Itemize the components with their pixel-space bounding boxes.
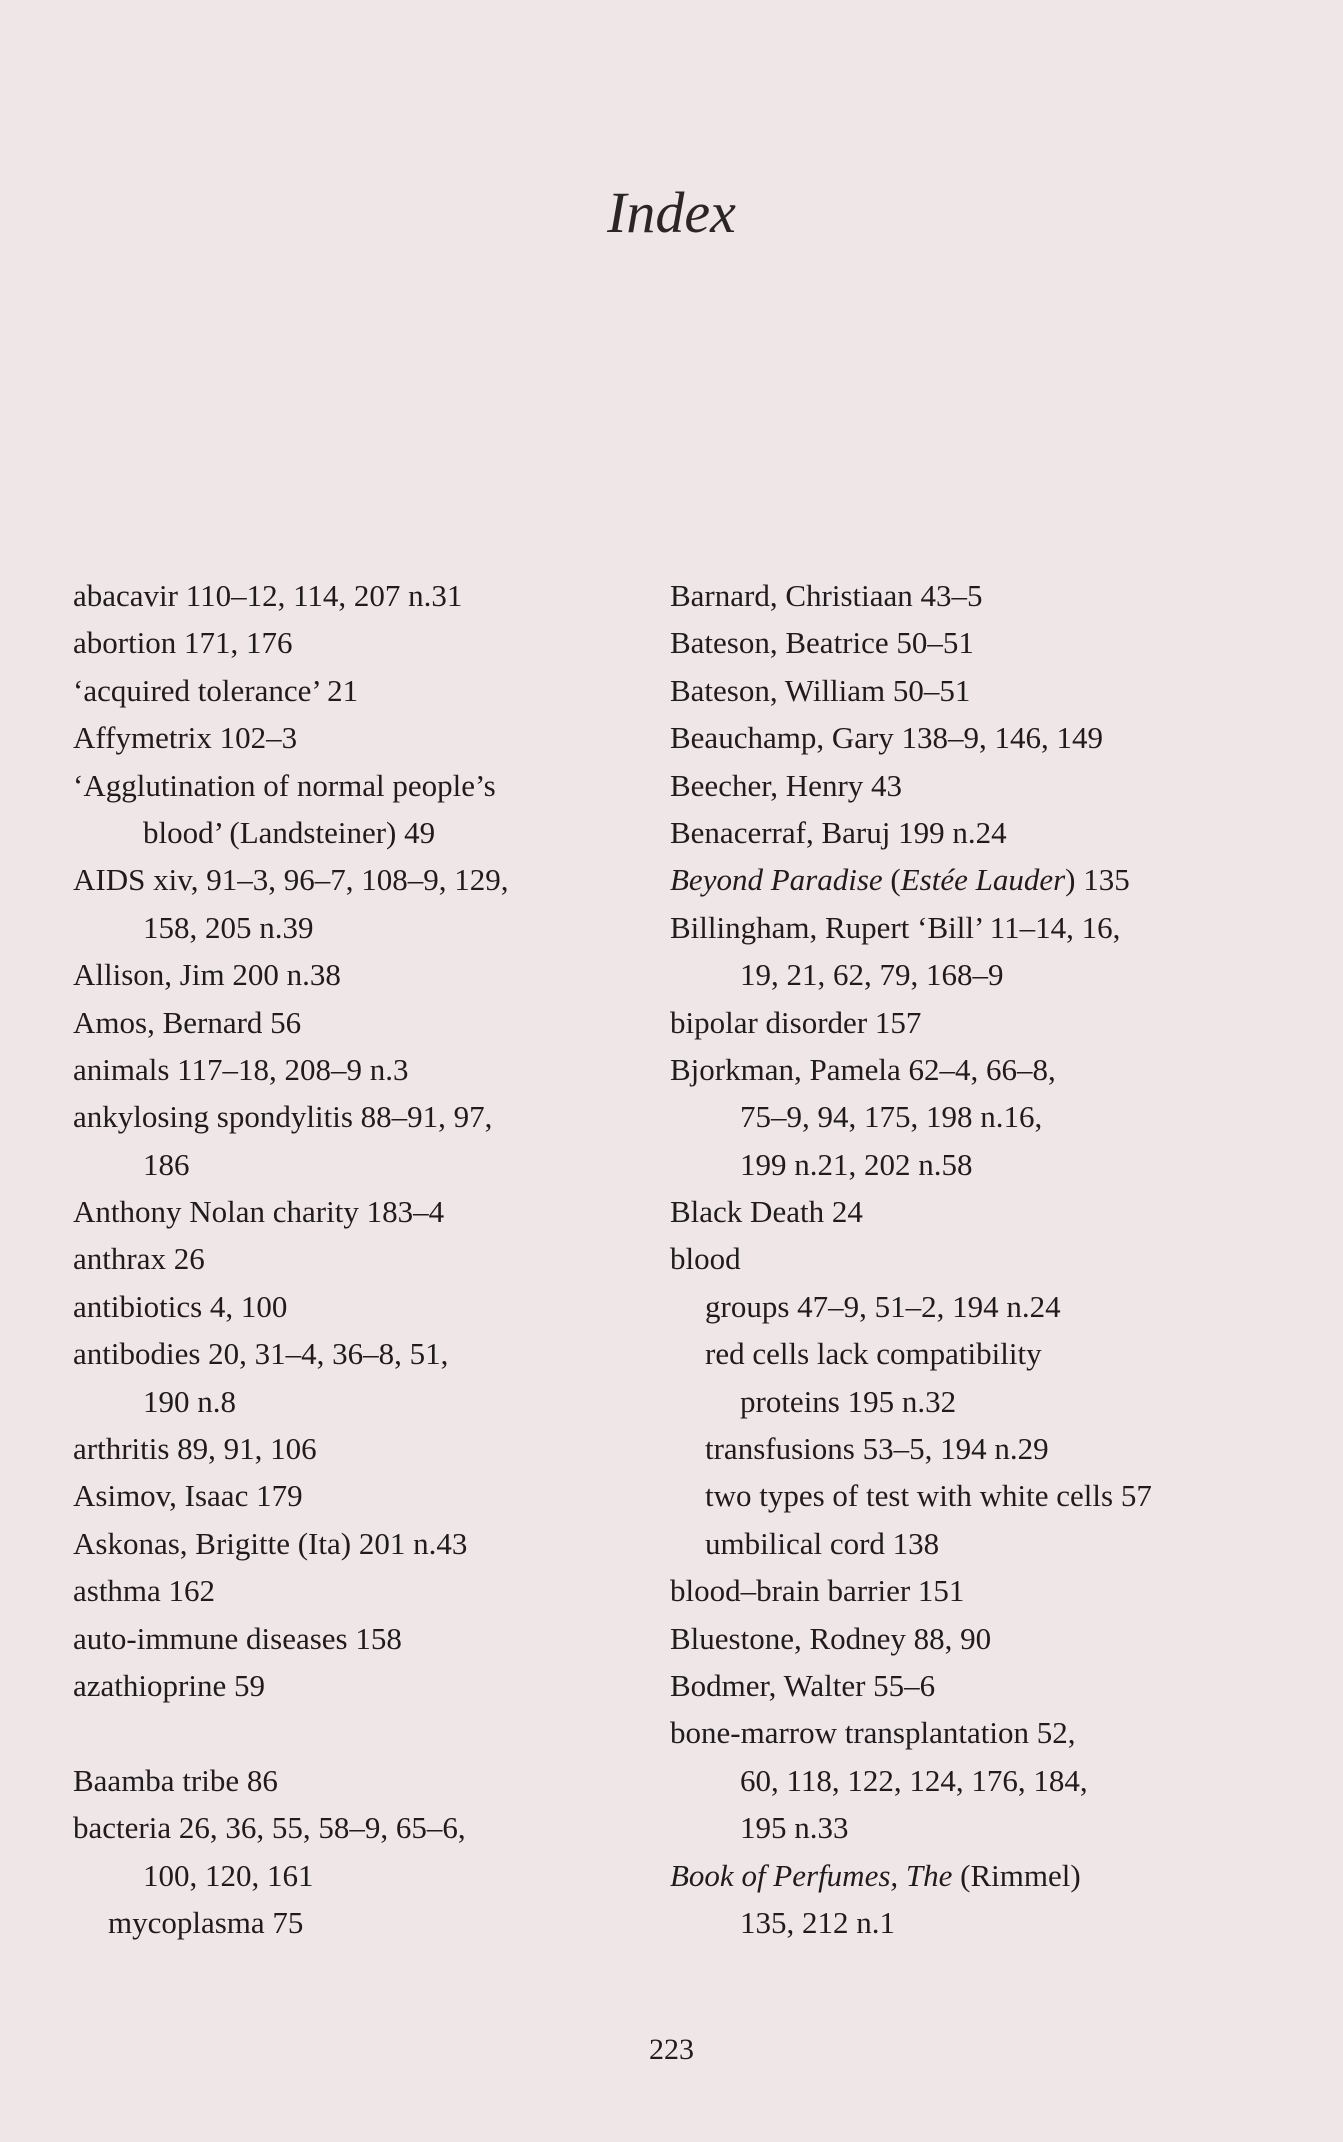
index-entry: Bateson, Beatrice 50–51 xyxy=(670,625,974,661)
index-entry: abortion 171, 176 xyxy=(73,625,293,661)
index-entry: Bodmer, Walter 55–6 xyxy=(670,1667,936,1703)
index-entry: Anthony Nolan charity 183–4 xyxy=(73,1194,445,1230)
index-entry-continuation: 60, 118, 122, 124, 176, 184, xyxy=(740,1762,1088,1798)
index-entry-pages: ) 135 xyxy=(1065,862,1130,898)
index-entry: blood xyxy=(670,1241,741,1277)
index-entry-continuation: 186 xyxy=(143,1146,190,1182)
index-entry: AIDS xiv, 91–3, 96–7, 108–9, 129, xyxy=(73,862,509,898)
index-entry: asthma 162 xyxy=(73,1573,216,1609)
index-entry: abacavir 110–12, 114, 207 n.31 xyxy=(73,578,463,613)
index-entry: auto-immune diseases 158 xyxy=(73,1620,402,1656)
index-entry: arthritis 89, 91, 106 xyxy=(73,1431,317,1467)
index-entry-continuation: 75–9, 94, 175, 198 n.16, xyxy=(740,1099,1043,1135)
index-entry-continuation: 190 n.8 xyxy=(143,1383,236,1419)
index-entry: Asimov, Isaac 179 xyxy=(73,1478,303,1514)
index-subentry: transfusions 53–5, 194 n.29 xyxy=(705,1431,1049,1467)
index-entry: Barnard, Christiaan 43–5 xyxy=(670,578,983,613)
index-subentry: mycoplasma 75 xyxy=(108,1904,304,1940)
page-number: 223 xyxy=(649,2033,694,2066)
index-entry: Bjorkman, Pamela 62–4, 66–8, xyxy=(670,1051,1056,1087)
index-entry: Allison, Jim 200 n.38 xyxy=(73,957,341,993)
index-entry: Benacerraf, Baruj 199 n.24 xyxy=(670,814,1007,850)
index-entry: ankylosing spondylitis 88–91, 97, xyxy=(73,1099,493,1135)
index-entry-text: (Rimmel) xyxy=(952,1857,1081,1893)
index-entry: Beauchamp, Gary 138–9, 146, 149 xyxy=(670,720,1104,756)
index-entry: Bluestone, Rodney 88, 90 xyxy=(670,1620,992,1656)
index-entry: Affymetrix 102–3 xyxy=(73,720,298,756)
index-entry-continuation: 19, 21, 62, 79, 168–9 xyxy=(740,957,1004,993)
index-entry: blood–brain barrier 151 xyxy=(670,1573,965,1609)
index-entry-continuation: 195 n.33 xyxy=(740,1810,849,1846)
index-entry: antibodies 20, 31–4, 36–8, 51, xyxy=(73,1336,449,1372)
index-entry: azathioprine 59 xyxy=(73,1667,265,1703)
section-gap xyxy=(73,1709,663,1756)
index-entry: antibiotics 4, 100 xyxy=(73,1288,288,1324)
index-entry: bone-marrow transplantation 52, xyxy=(670,1715,1076,1751)
index-subentry: red cells lack compatibility xyxy=(705,1336,1042,1372)
index-entry: Bateson, William 50–51 xyxy=(670,672,971,708)
index-entry: anthrax 26 xyxy=(73,1241,205,1277)
index-subentry: groups 47–9, 51–2, 194 n.24 xyxy=(705,1288,1061,1324)
index-entry: bipolar disorder 157 xyxy=(670,1004,922,1040)
index-entry xyxy=(670,856,1230,903)
index-entry-title: Book of Perfumes, The xyxy=(670,1857,953,1893)
index-entry xyxy=(670,1852,1230,1899)
index-entry-continuation: proteins 195 n.32 xyxy=(740,1383,957,1419)
index-entry: ‘acquired tolerance’ 21 xyxy=(73,672,359,708)
index-entry-continuation: 158, 205 n.39 xyxy=(143,909,314,945)
index-entry: animals 117–18, 208–9 n.3 xyxy=(73,1051,409,1087)
index-subentry: two types of test with white cells 57 xyxy=(705,1478,1152,1514)
index-entry: Askonas, Brigitte (Ita) 201 n.43 xyxy=(73,1525,468,1561)
index-entry-continuation: 199 n.21, 202 n.58 xyxy=(740,1146,973,1182)
index-entry: ‘Agglutination of normal people’s xyxy=(73,767,496,803)
index-column-right xyxy=(670,572,1230,1946)
index-entry: Billingham, Rupert ‘Bill’ 11–14, 16, xyxy=(670,909,1121,945)
index-entry-title: Beyond Paradise xyxy=(670,862,883,898)
index-entry-continuation: blood’ (Landsteiner) 49 xyxy=(143,814,436,850)
index-entry: Baamba tribe 86 xyxy=(73,1762,278,1798)
index-subentry: umbilical cord 138 xyxy=(705,1525,940,1561)
index-entry: Black Death 24 xyxy=(670,1194,863,1230)
index-entry: Beecher, Henry 43 xyxy=(670,767,903,803)
index-entry-continuation: 135, 212 n.1 xyxy=(740,1904,895,1940)
index-column-left xyxy=(73,572,663,1946)
index-entry: Amos, Bernard 56 xyxy=(73,1004,302,1040)
index-entry-author: Estée Lauder xyxy=(900,862,1066,898)
index-entry: bacteria 26, 36, 55, 58–9, 65–6, xyxy=(73,1810,466,1846)
index-entry-continuation: 100, 120, 161 xyxy=(143,1857,314,1893)
page-title: Index xyxy=(607,180,736,245)
index-entry-text: ( xyxy=(882,862,901,898)
